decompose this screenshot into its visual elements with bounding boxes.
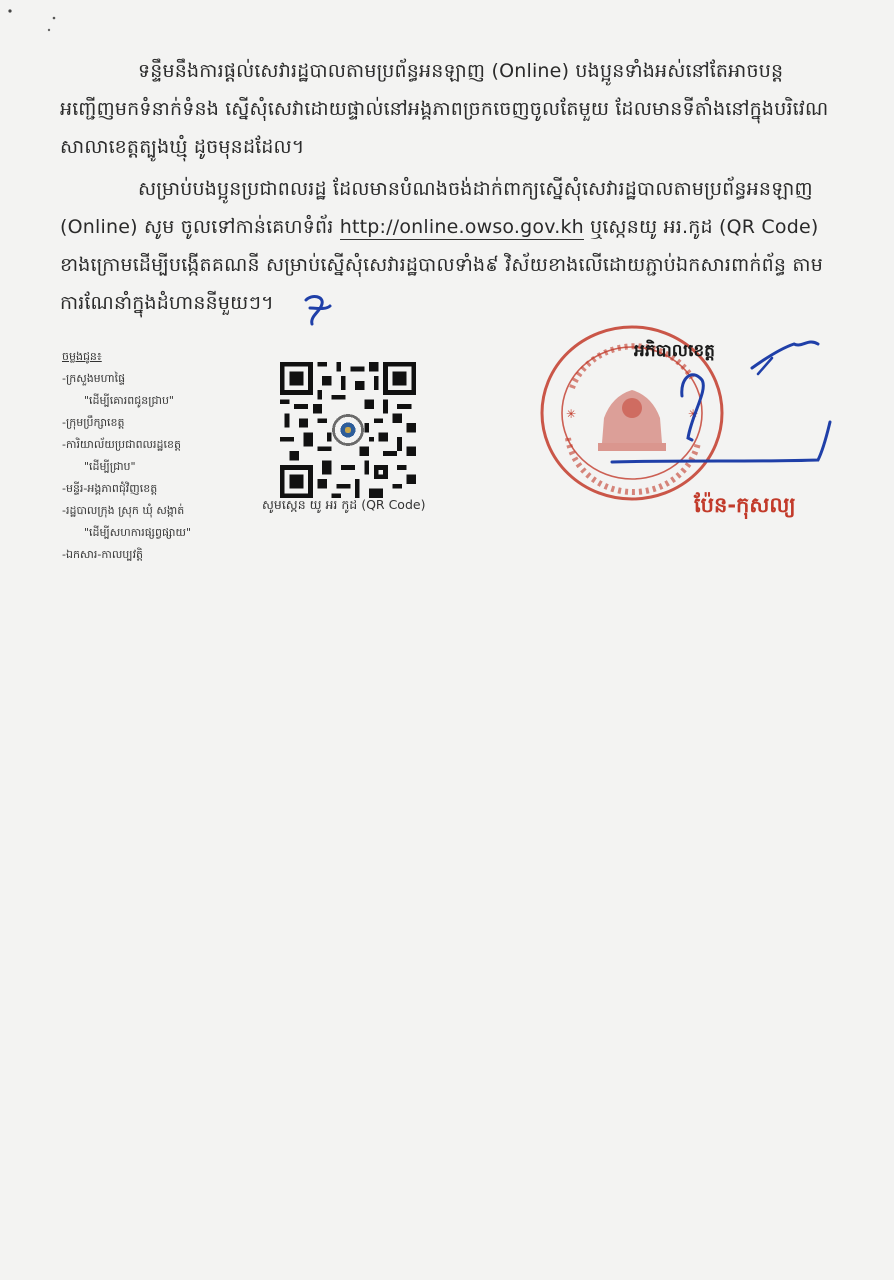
cc-item: -មន្ទីរ-អង្គភាពជុំវិញខេត្ត	[62, 482, 158, 495]
svg-text:✳: ✳	[566, 407, 577, 421]
scan-specks	[0, 0, 120, 40]
handwritten-mark	[300, 290, 336, 330]
website-link[interactable]: http://online.owso.gov.kh	[339, 216, 584, 238]
signatory-title: អភិបាលខេត្ត	[634, 341, 715, 361]
qr-code[interactable]	[280, 362, 416, 498]
qr-caption: សូមស្កេន យូ អរ កូដ (QR Code)	[262, 497, 426, 512]
cc-item: -ក្រុមប្រឹក្សាខេត្ត	[62, 416, 125, 429]
cc-item: -ឯកសារ-កាលប្បវត្តិ	[62, 548, 144, 561]
cc-list	[62, 346, 272, 566]
cc-item: -ក្រសួងមហាផ្ទៃ	[62, 372, 126, 385]
signatory-name: ប៉ែន-កុសល្យ	[694, 493, 796, 517]
cc-heading: ចម្លងជូន៖	[62, 350, 102, 363]
paragraph-2	[60, 170, 842, 322]
svg-text:✳: ✳	[688, 407, 699, 421]
cc-item: -រដ្ឋបាលក្រុង ស្រុក ឃុំ សង្កាត់	[62, 504, 185, 517]
cc-item: "ដើម្បីជ្រាប"	[84, 460, 136, 473]
cc-item: "ដើម្បីសហការផ្សព្វផ្សាយ"	[84, 526, 192, 539]
cc-item: -ការិយាល័យប្រជាពលរដ្ឋខេត្ត	[62, 438, 181, 451]
cc-item: "ដើម្បីគោរពជូនជ្រាប"	[84, 394, 174, 407]
paragraph-1-text: ទន្ទឹមនឹងការផ្តល់សេវារដ្ឋបាលតាមប្រព័ន្ធអនឡាញ (Online) បងប្អូនទាំងអស់នៅតែអាចបន្តអញ្ជើញមកទំនាក់ទំនង ស្នើសុំសេវាដោយផ្ទាល់នៅអង្គភាពច្រកចេញចូលតែមួយ ដែលមានទីតាំងនៅក្នុងបរិវេណសាលាខេត្តត្បូងឃ្មុំ ដូចមុនដដែល។	[60, 60, 829, 158]
paragraph-2-text-start: សម្រាប់បងប្អូនប្រជាពលរដ្ឋ ដែលមានបំណងចង់ដាក់ពាក្យស្នើសុំសេវារដ្ឋបាលតាមប្រព័ន្ធអនឡាញ (Online) សូម ចូលទៅកាន់គេហទំព័រ	[60, 178, 813, 238]
paragraph-1	[60, 52, 842, 166]
paragraph-2-text-end: ឬស្កេនយូ អរ.កូដ (QR Code) ខាងក្រោមដើម្បីបង្កើតគណនី សម្រាប់ស្នើសុំសេវារដ្ឋបាលទាំង៩ វិស័យខាងលើដោយភ្ជាប់ឯកសារពាក់ព័ន្ធ តាមការណែនាំក្នុងដំហាននីមួយៗ។	[60, 216, 823, 314]
